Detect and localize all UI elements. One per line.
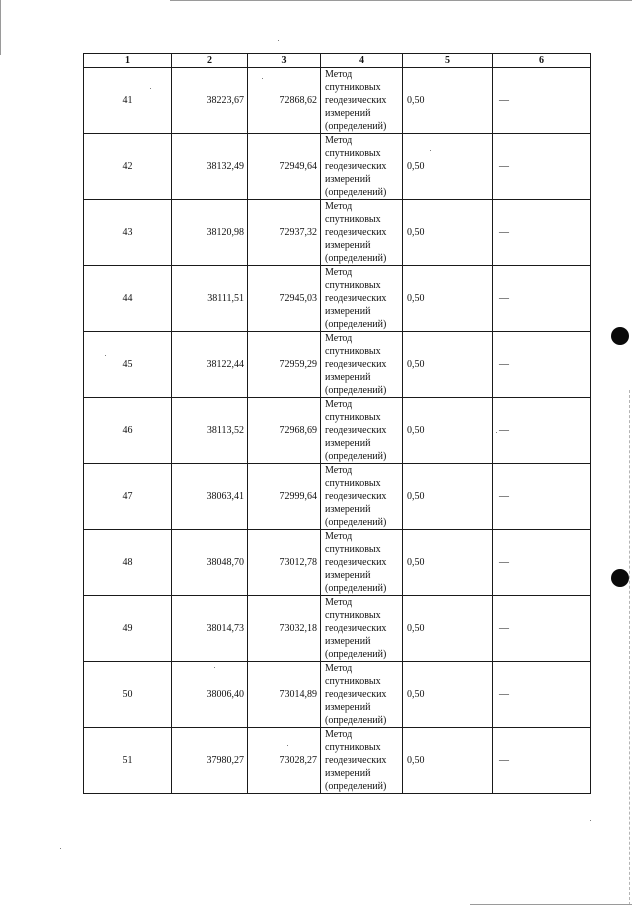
point-number: 49	[84, 596, 172, 662]
coordinate-y: 73028,27	[248, 728, 321, 794]
coordinates-table	[83, 53, 591, 794]
scan-speck	[590, 820, 591, 821]
point-number: 47	[84, 464, 172, 530]
method-line: спутниковых	[325, 82, 381, 93]
coordinate-x: 38113,52	[172, 398, 248, 464]
point-number: 41	[84, 68, 172, 134]
table-row	[84, 134, 591, 200]
method-line: геодезических	[325, 293, 387, 304]
note-dash: —	[493, 332, 591, 398]
scan-speck	[278, 40, 279, 41]
column-header-6: 6	[493, 54, 591, 68]
method-description	[321, 530, 403, 596]
column-header-2: 2	[172, 54, 248, 68]
method-line: спутниковых	[325, 148, 381, 159]
method-line: спутниковых	[325, 544, 381, 555]
method-line: измерений	[325, 636, 371, 647]
method-line: геодезических	[325, 491, 387, 502]
note-dash: —	[493, 266, 591, 332]
coordinate-y: 72999,64	[248, 464, 321, 530]
method-line: (определений)	[325, 121, 387, 132]
coordinate-x: 38223,67	[172, 68, 248, 134]
method-line: (определений)	[325, 715, 387, 726]
method-line: измерений	[325, 174, 371, 185]
coordinate-x: 38132,49	[172, 134, 248, 200]
note-dash: —	[493, 134, 591, 200]
method-line: спутниковых	[325, 346, 381, 357]
method-line: Метод	[325, 399, 353, 410]
method-line: спутниковых	[325, 214, 381, 225]
method-line: измерений	[325, 372, 371, 383]
note-dash: —	[493, 464, 591, 530]
point-number: 44	[84, 266, 172, 332]
method-line: (определений)	[325, 187, 387, 198]
method-line: Метод	[325, 531, 353, 542]
accuracy-value: 0,50	[403, 200, 493, 266]
table-header-row	[84, 54, 591, 68]
note-dash: —	[493, 200, 591, 266]
table-row	[84, 728, 591, 794]
method-description	[321, 398, 403, 464]
method-line: геодезических	[325, 425, 387, 436]
table-row	[84, 596, 591, 662]
method-description	[321, 134, 403, 200]
method-line: геодезических	[325, 227, 387, 238]
point-number: 43	[84, 200, 172, 266]
method-line: (определений)	[325, 517, 387, 528]
method-line: Метод	[325, 597, 353, 608]
method-line: геодезических	[325, 95, 387, 106]
scan-edge-top	[170, 0, 632, 1]
method-description	[321, 596, 403, 662]
method-line: измерений	[325, 570, 371, 581]
point-number: 46	[84, 398, 172, 464]
note-dash: —	[493, 728, 591, 794]
method-line: Метод	[325, 267, 353, 278]
note-dash: —	[493, 596, 591, 662]
method-line: Метод	[325, 333, 353, 344]
method-line: (определений)	[325, 451, 387, 462]
note-dash: —	[493, 68, 591, 134]
method-line: Метод	[325, 663, 353, 674]
method-description	[321, 200, 403, 266]
method-line: Метод	[325, 69, 353, 80]
method-description	[321, 728, 403, 794]
table-body	[84, 68, 591, 794]
scan-speck	[60, 848, 61, 849]
scan-edge-right	[628, 390, 630, 905]
accuracy-value: 0,50	[403, 530, 493, 596]
accuracy-value: 0,50	[403, 68, 493, 134]
coordinate-y: 73012,78	[248, 530, 321, 596]
accuracy-value: 0,50	[403, 398, 493, 464]
punch-hole-top	[611, 327, 629, 345]
note-dash: —	[493, 662, 591, 728]
method-description	[321, 662, 403, 728]
method-line: геодезических	[325, 557, 387, 568]
table-row	[84, 332, 591, 398]
column-header-5: 5	[403, 54, 493, 68]
method-description	[321, 332, 403, 398]
scan-edge-left	[0, 0, 1, 55]
coordinate-x: 38120,98	[172, 200, 248, 266]
accuracy-value: 0,50	[403, 596, 493, 662]
table-row	[84, 530, 591, 596]
coordinate-y: 73014,89	[248, 662, 321, 728]
coordinate-x: 38111,51	[172, 266, 248, 332]
table-row	[84, 398, 591, 464]
accuracy-value: 0,50	[403, 662, 493, 728]
coordinate-x: 38006,40	[172, 662, 248, 728]
column-header-4: 4	[321, 54, 403, 68]
method-line: (определений)	[325, 253, 387, 264]
coordinate-x: 38122,44	[172, 332, 248, 398]
accuracy-value: 0,50	[403, 728, 493, 794]
method-line: (определений)	[325, 649, 387, 660]
point-number: 51	[84, 728, 172, 794]
point-number: 48	[84, 530, 172, 596]
method-line: Метод	[325, 465, 353, 476]
table-row	[84, 266, 591, 332]
method-line: измерений	[325, 504, 371, 515]
method-line: Метод	[325, 135, 353, 146]
table-row	[84, 200, 591, 266]
method-line: геодезических	[325, 689, 387, 700]
coordinate-y: 72959,29	[248, 332, 321, 398]
coordinate-x: 38014,73	[172, 596, 248, 662]
method-line: измерений	[325, 702, 371, 713]
table-row	[84, 68, 591, 134]
method-description	[321, 68, 403, 134]
coordinate-y: 72949,64	[248, 134, 321, 200]
method-line: (определений)	[325, 319, 387, 330]
method-line: (определений)	[325, 781, 387, 792]
method-line: (определений)	[325, 583, 387, 594]
point-number: 45	[84, 332, 172, 398]
method-line: измерений	[325, 768, 371, 779]
accuracy-value: 0,50	[403, 332, 493, 398]
accuracy-value: 0,50	[403, 266, 493, 332]
coordinate-y: 72968,69	[248, 398, 321, 464]
method-line: геодезических	[325, 161, 387, 172]
method-line: геодезических	[325, 623, 387, 634]
coordinate-x: 37980,27	[172, 728, 248, 794]
method-description	[321, 266, 403, 332]
punch-hole-bottom	[611, 569, 629, 587]
method-line: Метод	[325, 729, 353, 740]
table-row	[84, 662, 591, 728]
method-line: спутниковых	[325, 610, 381, 621]
method-line: (определений)	[325, 385, 387, 396]
coordinate-y: 72945,03	[248, 266, 321, 332]
method-line: измерений	[325, 108, 371, 119]
method-line: измерений	[325, 306, 371, 317]
note-dash: —	[493, 398, 591, 464]
coordinate-y: 73032,18	[248, 596, 321, 662]
column-header-3: 3	[248, 54, 321, 68]
method-line: геодезических	[325, 755, 387, 766]
accuracy-value: 0,50	[403, 134, 493, 200]
point-number: 42	[84, 134, 172, 200]
note-dash: —	[493, 530, 591, 596]
coordinate-x: 38063,41	[172, 464, 248, 530]
method-line: спутниковых	[325, 742, 381, 753]
method-line: спутниковых	[325, 280, 381, 291]
accuracy-value: 0,50	[403, 464, 493, 530]
coordinate-y: 72868,62	[248, 68, 321, 134]
method-line: спутниковых	[325, 478, 381, 489]
method-line: Метод	[325, 201, 353, 212]
column-header-1: 1	[84, 54, 172, 68]
coordinate-x: 38048,70	[172, 530, 248, 596]
method-line: измерений	[325, 240, 371, 251]
method-line: геодезических	[325, 359, 387, 370]
method-line: спутниковых	[325, 412, 381, 423]
method-line: измерений	[325, 438, 371, 449]
method-description	[321, 464, 403, 530]
method-line: спутниковых	[325, 676, 381, 687]
point-number: 50	[84, 662, 172, 728]
table-row	[84, 464, 591, 530]
coordinate-y: 72937,32	[248, 200, 321, 266]
